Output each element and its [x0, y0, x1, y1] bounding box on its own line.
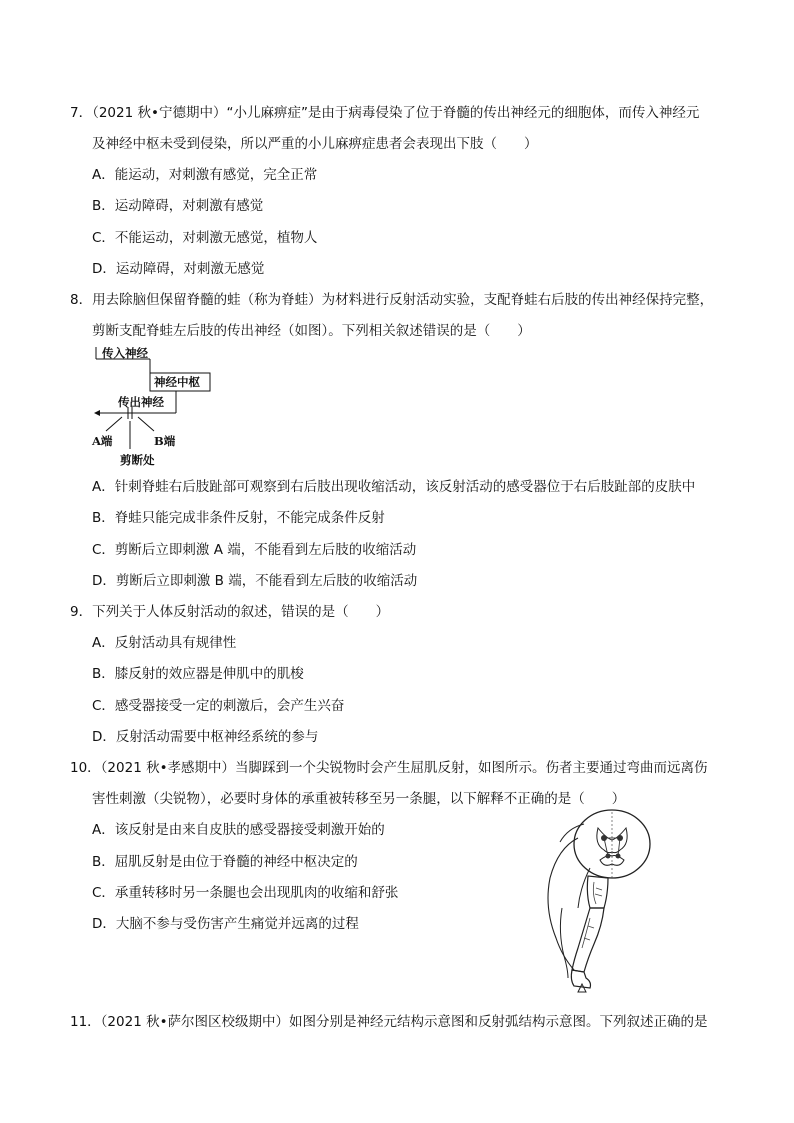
q10-option-c: C．承重转移时另一条腿也会出现肌肉的收缩和舒张	[92, 885, 399, 901]
q8-option-d: D．剪断后立即刺激 B 端，不能看到左后肢的收缩活动	[92, 573, 418, 589]
q10-option-d: D．大脑不参与受伤害产生痛觉并远离的过程	[92, 916, 359, 932]
flexor-reflex-illustration	[528, 798, 662, 994]
efferent-nerve-label: 传出神经	[118, 395, 164, 409]
q10-stem-line2: 害性刺激（尖锐物），必要时身体的承重被转移至另一条腿，以下解释不正确的是（ ）	[92, 791, 626, 807]
q9-option-a: A．反射活动具有规律性	[92, 635, 237, 651]
b-end-label: B端	[154, 434, 176, 448]
q7-option-b: B．运动障碍，对刺激有感觉	[92, 198, 264, 214]
reflex-diagram	[92, 345, 222, 470]
q8-stem-line1: 8．用去除脑但保留脊髓的蛙（称为脊蛙）为材料进行反射活动实验，支配脊蛙右后肢的传出神经保持完整，	[70, 292, 714, 308]
q7-option-d: D．运动障碍，对刺激无感觉	[92, 261, 265, 277]
q10-stem-line1: 10．（2021 秋•孝感期中）当脚踩到一个尖锐物时会产生屈肌反射，如图所示。伤者主要通过弯曲而远离伤	[70, 760, 708, 776]
nerve-center-label: 神经中枢	[154, 375, 200, 389]
q9-option-b: B．膝反射的效应器是伸肌中的肌梭	[92, 666, 304, 682]
q11-stem-line1: 11．（2021 秋•萨尔图区校级期中）如图分别是神经元结构示意图和反射弧结构示意图。下列叙述正确的是	[70, 1014, 708, 1030]
flexor-reflex-figure	[528, 798, 662, 994]
cut-point-label: 剪断处	[120, 453, 155, 467]
q7-stem-line1: 7．（2021 秋•宁德期中）“小儿麻痹症”是由于病毒侵染了位于脊髓的传出神经元的细胞体，而传入神经元	[70, 105, 700, 121]
q9-option-d: D．反射活动需要中枢神经系统的参与	[92, 729, 319, 745]
q10-option-a: A．该反射是由来自皮肤的感受器接受刺激开始的	[92, 822, 385, 838]
q9-option-c: C．感受器接受一定的刺激后，会产生兴奋	[92, 698, 345, 714]
q7-stem-line2: 及神经中枢未受到侵染，所以严重的小儿麻痹症患者会表现出下肢（ ）	[92, 136, 538, 152]
q8-option-c: C．剪断后立即刺激 A 端，不能看到左后肢的收缩活动	[92, 542, 417, 558]
q9-stem-line1: 9．下列关于人体反射活动的叙述，错误的是（ ）	[70, 604, 390, 620]
afferent-nerve-label: 传入神经	[102, 346, 148, 360]
q8-stem-line2: 剪断支配脊蛙左后肢的传出神经（如图）。下列相关叙述错误的是（ ）	[92, 323, 531, 339]
q10-option-b: B．屈肌反射是由位于脊髓的神经中枢决定的	[92, 854, 358, 870]
a-end-label: A端	[92, 434, 113, 448]
q7-option-c: C．不能运动，对刺激无感觉，植物人	[92, 230, 318, 246]
q8-option-a: A．针刺脊蛙右后肢趾部可观察到右后肢出现收缩活动，该反射活动的感受器位于右后肢趾部的皮肤中	[92, 479, 696, 495]
q8-option-b: B．脊蛙只能完成非条件反射，不能完成条件反射	[92, 510, 385, 526]
q7-option-a: A．能运动，对刺激有感觉，完全正常	[92, 167, 318, 183]
